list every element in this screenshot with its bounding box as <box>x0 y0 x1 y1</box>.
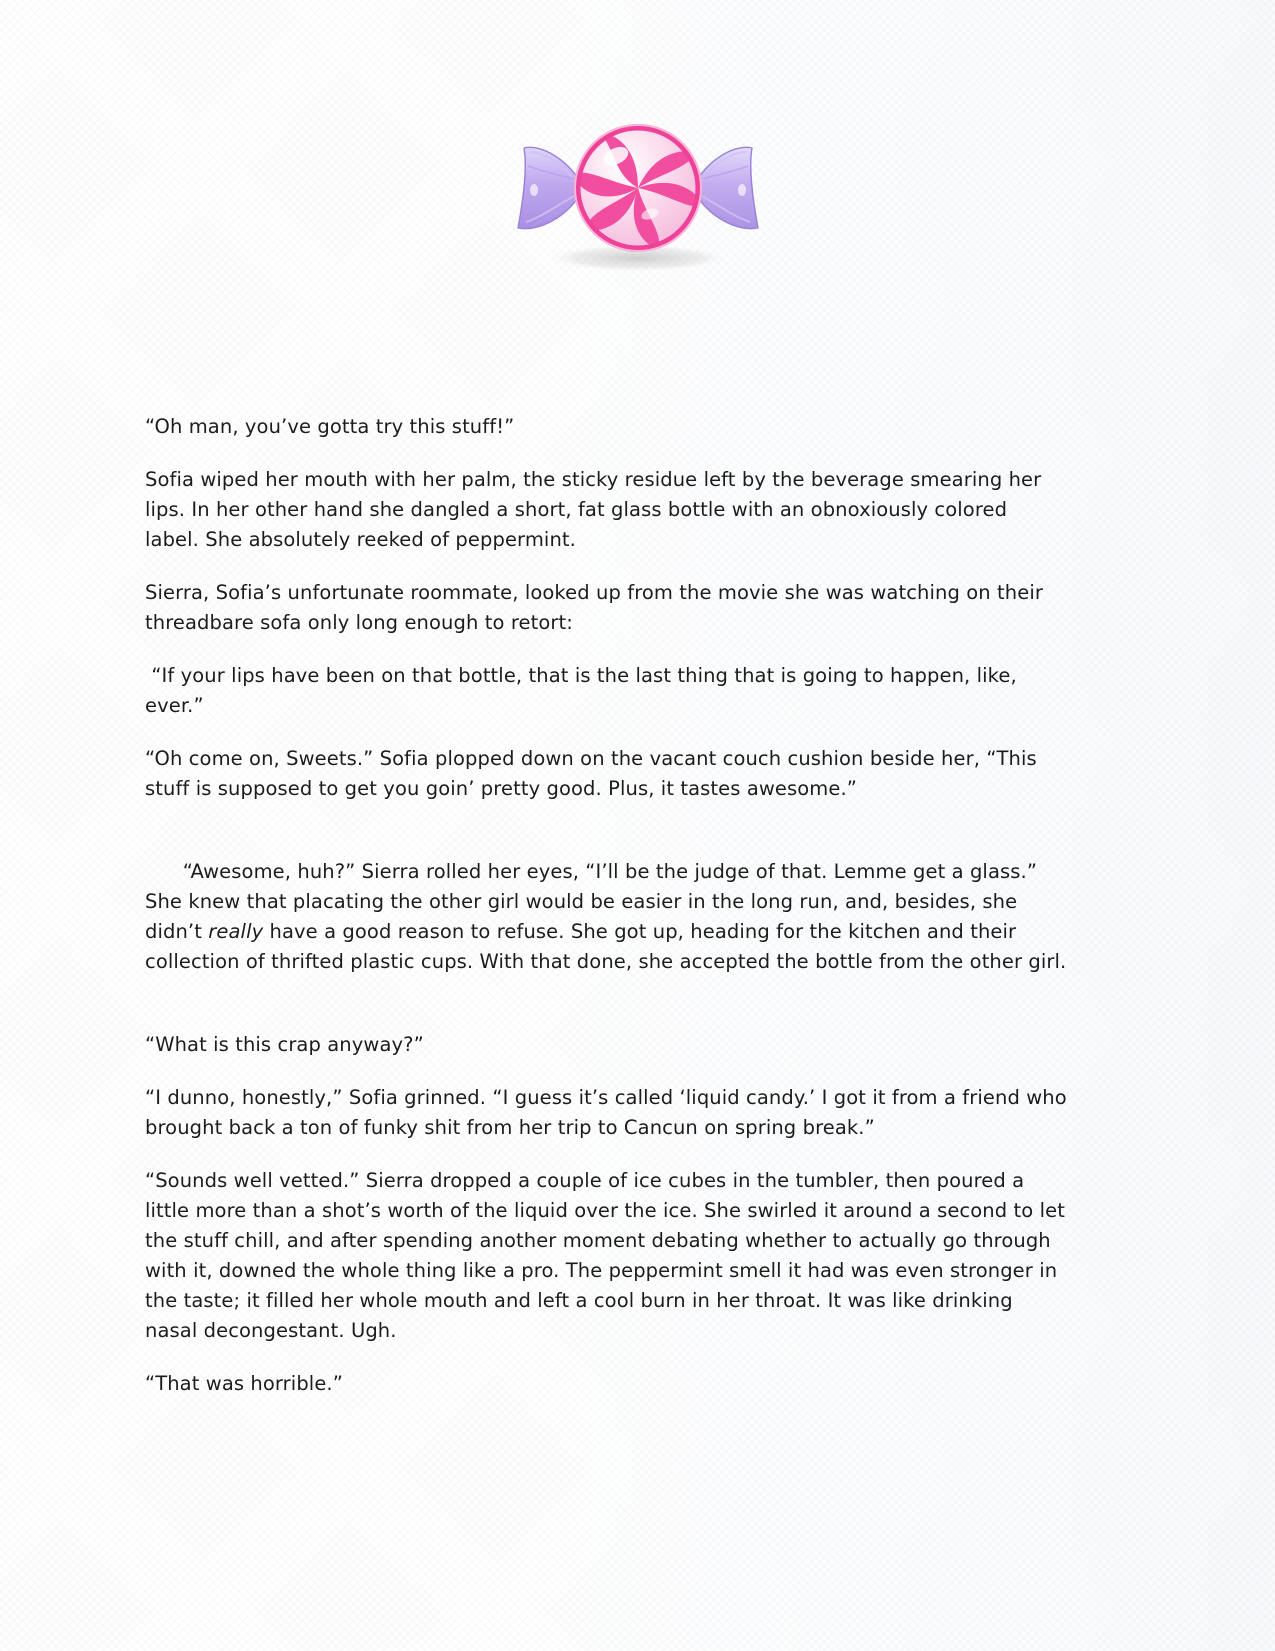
peppermint-candy-icon <box>488 118 788 288</box>
paragraph-with-emphasis <box>145 827 1067 1007</box>
paragraph: Sofia wiped her mouth with her palm, the sticky residue left by the beverage smearing her lips. In her other hand she dangled a short, fat glass bottle with an obnoxiously colored label. She absolutely reeked of peppermint. <box>145 468 1048 551</box>
paragraph: “What is this crap anyway?” <box>145 1033 424 1056</box>
illustration-container <box>0 118 1275 288</box>
candy-body <box>572 124 704 252</box>
story-text <box>145 412 1074 1399</box>
paragraph-segment: “Awesome, huh?” Sierra rolled her eyes, “I’ll be the judge of that. Lemme get a glass.” She knew that placating the other girl would be easier in the long run, and, besides, she didn’t <box>145 860 1044 943</box>
paragraph: “I dunno, honestly,” Sofia grinned. “I guess it’s called ‘liquid candy.’ I got it from a friend who brought back a ton of funky shit from her trip to Cancun on spring break.” <box>145 1086 1074 1139</box>
paragraph: “Oh man, you’ve gotta try this stuff!” <box>145 415 515 438</box>
paragraph: “Oh come on, Sweets.” Sofia plopped down on the vacant couch cushion beside her, “This stuff is supposed to get you goin’ pretty good. Plus, it tastes awesome.” <box>145 747 1044 800</box>
paragraph: “Sounds well vetted.” Sierra dropped a couple of ice cubes in the tumbler, then poured a little more than a shot’s worth of the liquid over the ice. She swirled it around a second to let the stuff chill, and after spending another moment debating whether to actually go through with it, downed the whole thing like a pro. The peppermint smell it had was even stronger in the taste; it filled her whole mouth and left a cool burn in her throat. It was like drinking nasal decongestant. Ugh. <box>145 1169 1072 1342</box>
paragraph: “That was horrible.” <box>145 1372 343 1395</box>
paragraph: “If your lips have been on that bottle, that is the last thing that is going to happen, like, ever.” <box>145 664 1024 717</box>
paragraph-segment-italic: really <box>208 920 264 943</box>
paragraph-segment: have a good reason to refuse. She got up, heading for the kitchen and their collection of thrifted plastic cups. With that done, she accepted the bottle from the other girl. <box>145 920 1067 973</box>
paragraph: Sierra, Sofia’s unfortunate roommate, looked up from the movie she was watching on their threadbare sofa only long enough to retort: <box>145 581 1050 634</box>
